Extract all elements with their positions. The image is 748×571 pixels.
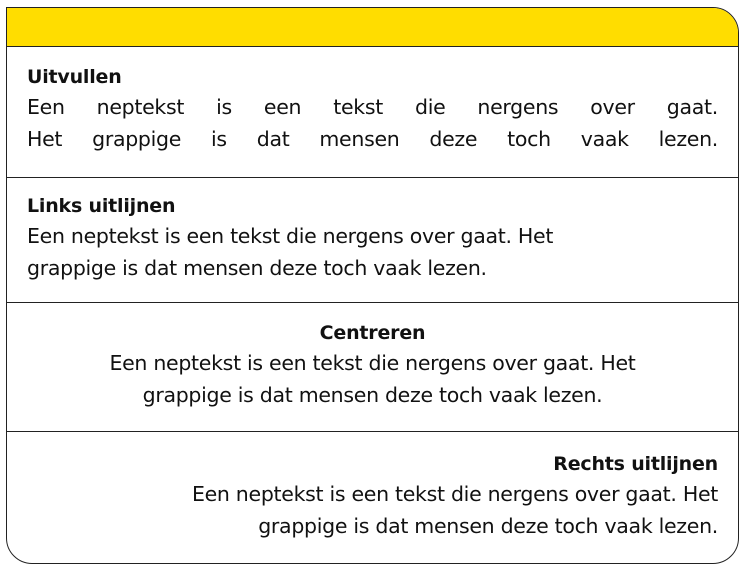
paragraph-line: grappige is dat mensen deze toch vaak lezen. [142,383,603,407]
section-title: Links uitlijnen [27,195,176,217]
paragraph-line: grappige is dat mensen deze toch vaak lezen. [258,514,718,538]
section-title: Uitvullen [27,66,122,88]
section-left-align [7,178,738,303]
section-justify [7,47,738,178]
paragraph-line: grappige is dat mensen deze toch vaak lezen. [27,256,487,280]
paragraph-line: Een neptekst is een tekst die nergens over gaat. Het [27,224,554,248]
section-paragraph [27,347,718,411]
alignment-examples-card [6,7,739,564]
section-title: Centreren [319,322,426,344]
paragraph-line: Een neptekst is een tekst die nergens over gaat. Het [109,351,636,375]
section-paragraph [27,478,718,542]
section-paragraph [27,220,718,284]
paragraph-line: Een neptekst is een tekst die nergens over gaat. Het [191,482,718,506]
section-paragraph [27,91,718,155]
section-right-align [7,432,738,564]
section-title: Rechts uitlijnen [553,453,718,475]
section-center-align [7,303,738,432]
paragraph-line: Het grappige is dat mensen deze toch vaak lezen. [27,127,718,151]
paragraph-line: Een neptekst is een tekst die nergens over gaat. [27,95,718,119]
card-header-bar [7,8,738,47]
